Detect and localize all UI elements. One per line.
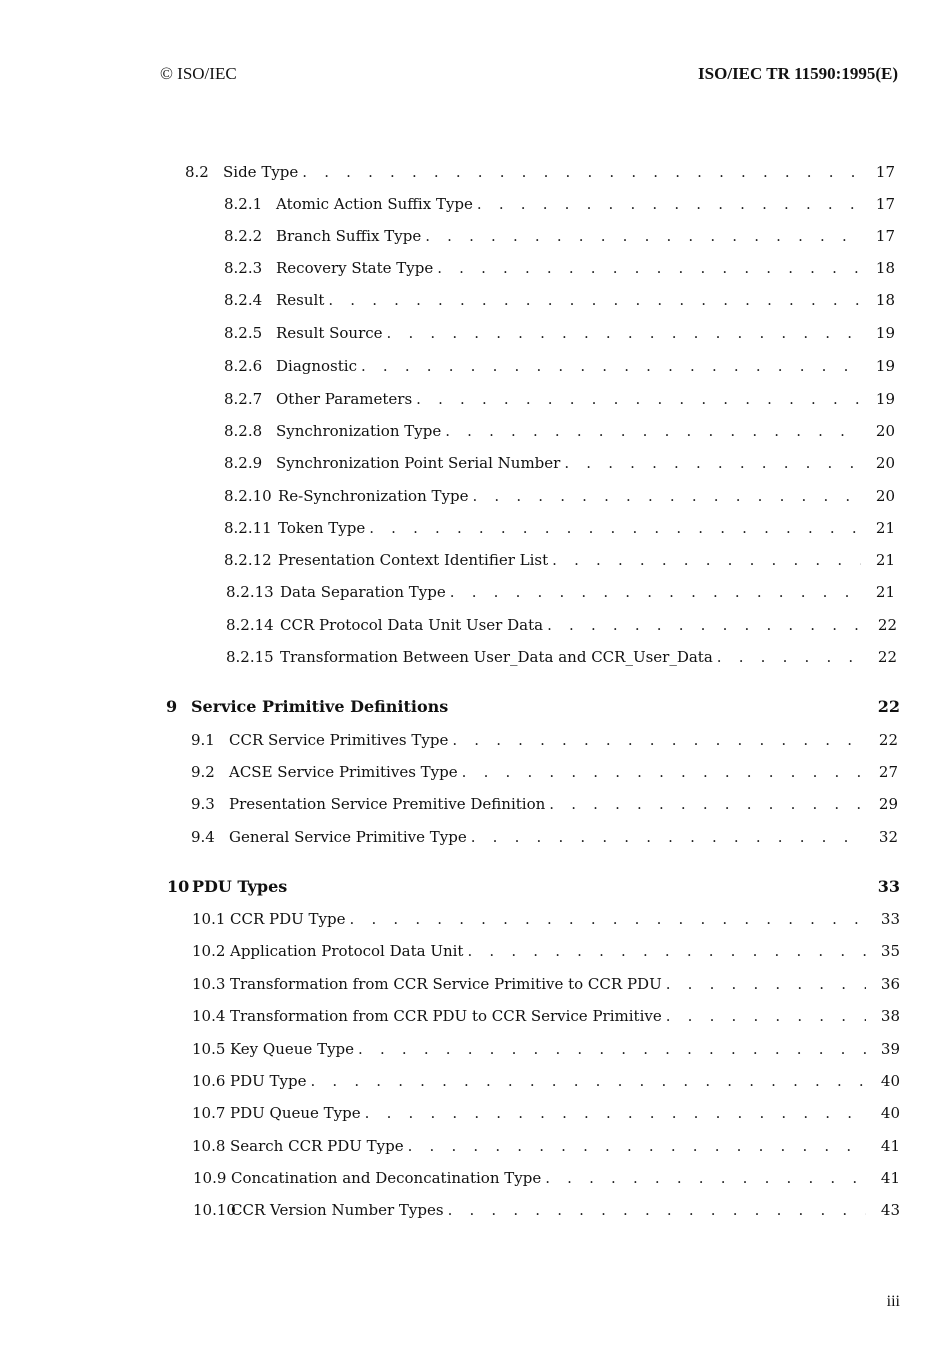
toc-leader: [471, 825, 864, 849]
toc-page: 27: [878, 763, 898, 781]
toc-entry-10-10[interactable]: [193, 1198, 900, 1222]
toc-number: 8.2.2: [224, 227, 263, 245]
toc-number: 8.2.15: [226, 648, 274, 666]
toc-page: 41: [880, 1169, 900, 1187]
toc-number: 10.3: [192, 975, 226, 993]
toc-leader: [328, 288, 861, 312]
toc-leader: [462, 760, 864, 784]
toc-page: 18: [875, 259, 895, 277]
toc-number: 9: [166, 697, 178, 716]
toc-chapter-9[interactable]: [166, 695, 900, 719]
toc-leader: [477, 192, 861, 216]
toc-leader: [452, 728, 864, 752]
toc-number: 10.2: [192, 942, 226, 960]
toc-number: 8.2.8: [224, 422, 263, 440]
toc-leader: [445, 419, 861, 443]
toc-leader: [425, 224, 861, 248]
toc-entry-8-2-9[interactable]: [224, 451, 895, 475]
toc-title: CCR Version Number Types: [231, 1201, 444, 1219]
toc-leader: [448, 1198, 866, 1222]
toc-title: CCR Protocol Data Unit User Data: [280, 616, 544, 634]
toc-page: 20: [875, 454, 895, 472]
toc-page: 36: [880, 975, 900, 993]
toc-leader: [547, 613, 863, 637]
toc-entry-8-2-11[interactable]: [224, 516, 895, 540]
toc-number: 8.2.9: [224, 454, 263, 472]
toc-title: ACSE Service Primitives Type: [229, 763, 458, 781]
toc-page: 40: [880, 1104, 900, 1122]
toc-entry-8-2-1[interactable]: [224, 192, 895, 216]
toc-entry-10-5[interactable]: [192, 1037, 900, 1061]
toc-page: 32: [878, 828, 898, 846]
toc-title: Transformation from CCR PDU to CCR Service Primitive: [230, 1007, 662, 1025]
toc-number: 8.2: [185, 163, 209, 181]
toc-entry-8-2-2[interactable]: [224, 224, 895, 248]
toc-number: 8.2.10: [224, 487, 272, 505]
toc-title: Token Type: [278, 519, 366, 537]
toc-title: Synchronization Point Serial Number: [276, 454, 561, 472]
toc-page: 22: [877, 616, 897, 634]
toc-title: Diagnostic: [276, 357, 357, 375]
toc-entry-8-2-13[interactable]: [226, 580, 895, 604]
toc-title: PDU Types: [192, 877, 288, 896]
toc-number: 10.4: [192, 1007, 226, 1025]
toc-page: 35: [880, 942, 900, 960]
toc-number: 10.7: [192, 1104, 226, 1122]
toc-entry-8-2-4[interactable]: [224, 288, 895, 312]
toc-number: 8.2.12: [224, 551, 272, 569]
page-number: iii: [886, 1293, 900, 1310]
toc-leader: [472, 484, 861, 508]
page-header: [160, 64, 898, 88]
toc-title: Data Separation Type: [280, 583, 446, 601]
toc-leader: [387, 321, 861, 345]
toc-entry-8-2-15[interactable]: [226, 645, 897, 669]
toc-title: Key Queue Type: [230, 1040, 355, 1058]
toc-leader: [666, 972, 866, 996]
toc-number: 10.1: [192, 910, 226, 928]
toc-leader: [302, 160, 861, 184]
toc-entry-10-2[interactable]: [192, 939, 900, 963]
toc-title: CCR PDU Type: [230, 910, 346, 928]
toc-entry-8-2-10[interactable]: [224, 484, 895, 508]
toc-entry-8-2-3[interactable]: [224, 256, 895, 280]
toc-number: 8.2.14: [226, 616, 274, 634]
toc-title: PDU Queue Type: [230, 1104, 361, 1122]
toc-title: Transformation Between User_Data and CCR_User_Data: [280, 648, 713, 666]
toc-page: 41: [880, 1137, 900, 1155]
toc-page: 33: [877, 877, 900, 896]
toc-page: 19: [875, 357, 895, 375]
toc-number: 8.2.5: [224, 324, 263, 342]
toc-title: General Service Primitive Type: [229, 828, 467, 846]
toc-title: Presentation Context Identifier List: [278, 551, 549, 569]
toc-leader: [545, 1166, 866, 1190]
toc-title: Concatination and Deconcatination Type: [231, 1169, 542, 1187]
toc-number: 10: [167, 877, 190, 896]
toc-chapter-10[interactable]: [167, 875, 900, 899]
toc-leader: [549, 792, 864, 816]
toc-leader: [717, 645, 863, 669]
toc-number: 9.2: [191, 763, 215, 781]
toc-leader: [358, 1037, 866, 1061]
toc-page: 18: [875, 291, 895, 309]
toc-entry-8-2-12[interactable]: [224, 548, 895, 572]
toc-entry-10-6[interactable]: [192, 1069, 900, 1093]
toc-leader: [408, 1134, 866, 1158]
toc-page: 17: [875, 195, 895, 213]
toc-entry-8-2-5[interactable]: [224, 321, 895, 345]
toc-entry-9-2[interactable]: [191, 760, 898, 784]
toc-page: 21: [875, 551, 895, 569]
toc-number: 9.1: [191, 731, 215, 749]
toc-leader: [450, 580, 861, 604]
toc-title: Result: [276, 291, 325, 309]
toc-page: 20: [875, 422, 895, 440]
toc-entry-8-2-8[interactable]: [224, 419, 895, 443]
toc-entry-10-9[interactable]: [193, 1166, 900, 1190]
toc-entry-10-7[interactable]: [192, 1101, 900, 1125]
toc-page: 29: [878, 795, 898, 813]
toc-page: 17: [875, 227, 895, 245]
toc-entry-10-3[interactable]: [192, 972, 900, 996]
toc-number: 8.2.3: [224, 259, 263, 277]
toc-number: 8.2.11: [224, 519, 272, 537]
toc-leader: [361, 354, 861, 378]
toc-entry-9-3[interactable]: [191, 792, 898, 816]
toc-page: 43: [880, 1201, 900, 1219]
toc-page: 22: [877, 648, 897, 666]
toc-number: 10.8: [192, 1137, 226, 1155]
toc-number: 10.9: [193, 1169, 227, 1187]
toc-entry-8-2-6[interactable]: [224, 354, 895, 378]
toc-leader: [350, 907, 866, 931]
toc-leader: [369, 516, 861, 540]
toc-leader: [552, 548, 861, 572]
toc-leader: [416, 387, 861, 411]
toc-entry-9-4[interactable]: [191, 825, 898, 849]
toc-page: 22: [878, 731, 898, 749]
toc-page: 38: [880, 1007, 900, 1025]
toc-title: Result Source: [276, 324, 383, 342]
toc-number: 10.6: [192, 1072, 226, 1090]
toc-number: 8.2.1: [224, 195, 263, 213]
toc-page: 22: [877, 697, 900, 716]
toc-entry-8-2-14[interactable]: [226, 613, 897, 637]
document-id: ISO/IEC TR 11590:1995(E): [698, 64, 898, 83]
toc-leader: [311, 1069, 867, 1093]
toc-title: Service Primitive Definitions: [191, 697, 449, 716]
toc-leader: [564, 451, 861, 475]
toc-page: 17: [875, 163, 895, 181]
toc-title: Side Type: [223, 163, 299, 181]
toc-entry-10-1[interactable]: [192, 907, 900, 931]
toc-page: 20: [875, 487, 895, 505]
toc-page: 19: [875, 390, 895, 408]
toc-entry-9-1[interactable]: [191, 728, 898, 752]
toc-number: 9.4: [191, 828, 215, 846]
toc-number: 8.2.4: [224, 291, 263, 309]
toc-entry-8-2-7[interactable]: [224, 387, 895, 411]
toc-title: Presentation Service Premitive Definition: [229, 795, 546, 813]
toc-number: 8.2.13: [226, 583, 274, 601]
toc-title: Atomic Action Suffix Type: [276, 195, 473, 213]
toc-title: Search CCR PDU Type: [230, 1137, 404, 1155]
toc-page: 19: [875, 324, 895, 342]
toc-number: 10.10: [193, 1201, 236, 1219]
toc-title: Synchronization Type: [276, 422, 442, 440]
toc-entry-8-2[interactable]: [185, 160, 895, 184]
toc-number: 9.3: [191, 795, 215, 813]
toc-title: Transformation from CCR Service Primitive to CCR PDU: [230, 975, 662, 993]
toc-entry-10-8[interactable]: [192, 1134, 900, 1158]
copyright-label: © ISO/IEC: [160, 64, 237, 83]
toc-title: CCR Service Primitives Type: [229, 731, 449, 749]
toc-title: PDU Type: [230, 1072, 307, 1090]
toc-page: 39: [880, 1040, 900, 1058]
toc-title: Other Parameters: [276, 390, 413, 408]
toc-title: Branch Suffix Type: [276, 227, 422, 245]
toc-number: 8.2.7: [224, 390, 263, 408]
toc-number: 10.5: [192, 1040, 226, 1058]
toc-page: 21: [875, 519, 895, 537]
toc-page: 21: [875, 583, 895, 601]
toc-entry-10-4[interactable]: [192, 1004, 900, 1028]
toc-leader: [437, 256, 861, 280]
toc-leader: [365, 1101, 866, 1125]
toc-title: Application Protocol Data Unit: [230, 942, 464, 960]
toc-leader: [666, 1004, 866, 1028]
toc-title: Re-Synchronization Type: [278, 487, 469, 505]
toc-leader: [467, 939, 866, 963]
toc-page: 40: [880, 1072, 900, 1090]
toc-page: 33: [880, 910, 900, 928]
toc-title: Recovery State Type: [276, 259, 434, 277]
toc-number: 8.2.6: [224, 357, 263, 375]
